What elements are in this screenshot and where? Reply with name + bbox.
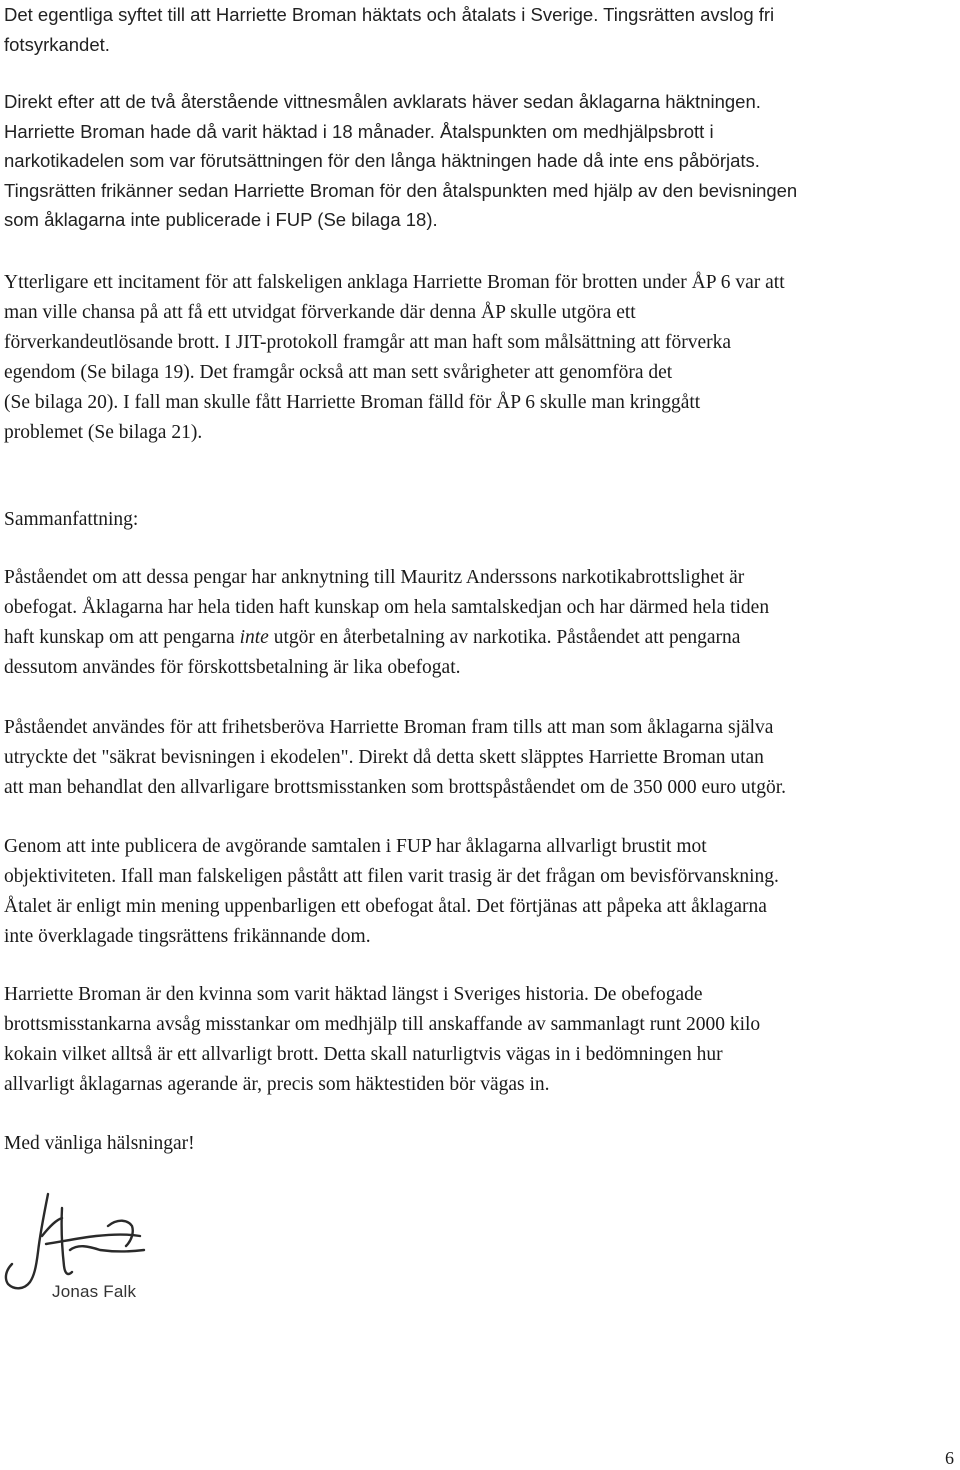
paragraph-money-claim-text-1: Påståendet om att dessa pengar har anknytning till Mauritz Anderssons narkotikabrottslighet är obefogat. Åklagarna har hela tiden haft kunskap om hela samtalskedjan och har därmed hela tiden haft kunskap om att pengarna [4, 567, 770, 648]
paragraph-incentive: Ytterligare ett incitament för att falskeligen anklaga Harriette Broman för brotten under ÅP 6 var att man ville chansa på att få ett utvidgat förverkande där denna ÅP skulle utgöra ett förverkandeutlösande brott. I JIT-protokoll framgår att man haft som målsättning att förverka egendom (Se bilaga 19). Det framgår också att man sett svårigheter att genomföra det (Se bilaga 20). I fall man skulle fått Harriette Broman fälld för ÅP 6 skulle man kringgått problemet (Se bilaga 21). [4, 272, 785, 443]
paragraph-money-claim-text-2: utgör en återbetalning av narkotika. Påståendet att pengarna dessutom användes för förskottsbetalning är lika obefogat. [4, 627, 741, 678]
paragraph-purpose: Det egentliga syftet till att Harriette Broman häktats och åtalats i Sverige. Tingsrätten avslog fri fotsyrkandet. [4, 4, 775, 55]
paragraph-longest-detention: Harriette Broman är den kvinna som varit häktad längst i Sveriges historia. De obefogade brottsmisstankarna avsåg misstankar om medhjälp till anskaffande av sammanlagt runt 2000 kilo kokain vilket alltså är ett allvarligt brott. Detta skall naturligtvis vägas in i bedömningen hur allvarligt åklagarnas agerande är, precis som häktestiden bör vägas in. [4, 984, 761, 1095]
page-number: 6 [945, 1448, 954, 1468]
emphasis-inte: inte [239, 627, 269, 648]
closing-greeting: Med vänliga hälsningar! [4, 1133, 195, 1154]
paragraph-deprivation: Påståendet användes för att frihetsberöva Harriette Broman fram tills att man som åklagarna själva utryckte det "säkrat bevisningen i ekodelen". Direkt då detta skett släpptes Harriette Broman utan att man behandlat den allvarligare brottsmisstanken som brottspåståendet om de 350 000 euro utgör. [4, 717, 786, 798]
section-heading-summary: Sammanfattning: [4, 509, 139, 530]
signature-name: Jonas Falk [52, 1282, 137, 1301]
paragraph-detention: Direkt efter att de två återstående vittnesmålen avklarats häver sedan åklagarna häktningen. Harriette Broman hade då varit häktad i 18 månader. Åtalspunkten om medhjälpsbrott i narkotikadelen som var förutsättningen för den långa häktningen hade då inte ens påbörjats. Tingsrätten frikänner sedan Harriette Broman för den åtalspunkten med hjälp av den bevisningen som åklagarna inte publicerade i FUP (Se bilaga 18). [4, 91, 798, 230]
paragraph-money-claim [4, 563, 956, 683]
paragraph-objectivity: Genom att inte publicera de avgörande samtalen i FUP har åklagarna allvarligt brustit mot objektiviteten. Ifall man falskeligen påstått att filen varit trasig är det frågan om bevisförvanskning. Åtalet är enligt min mening uppenbarligen ett obefogat åtal. Det förtjänas att påpeka att åklagarna inte överklagade tingsrättens frikännande dom. [4, 836, 779, 947]
